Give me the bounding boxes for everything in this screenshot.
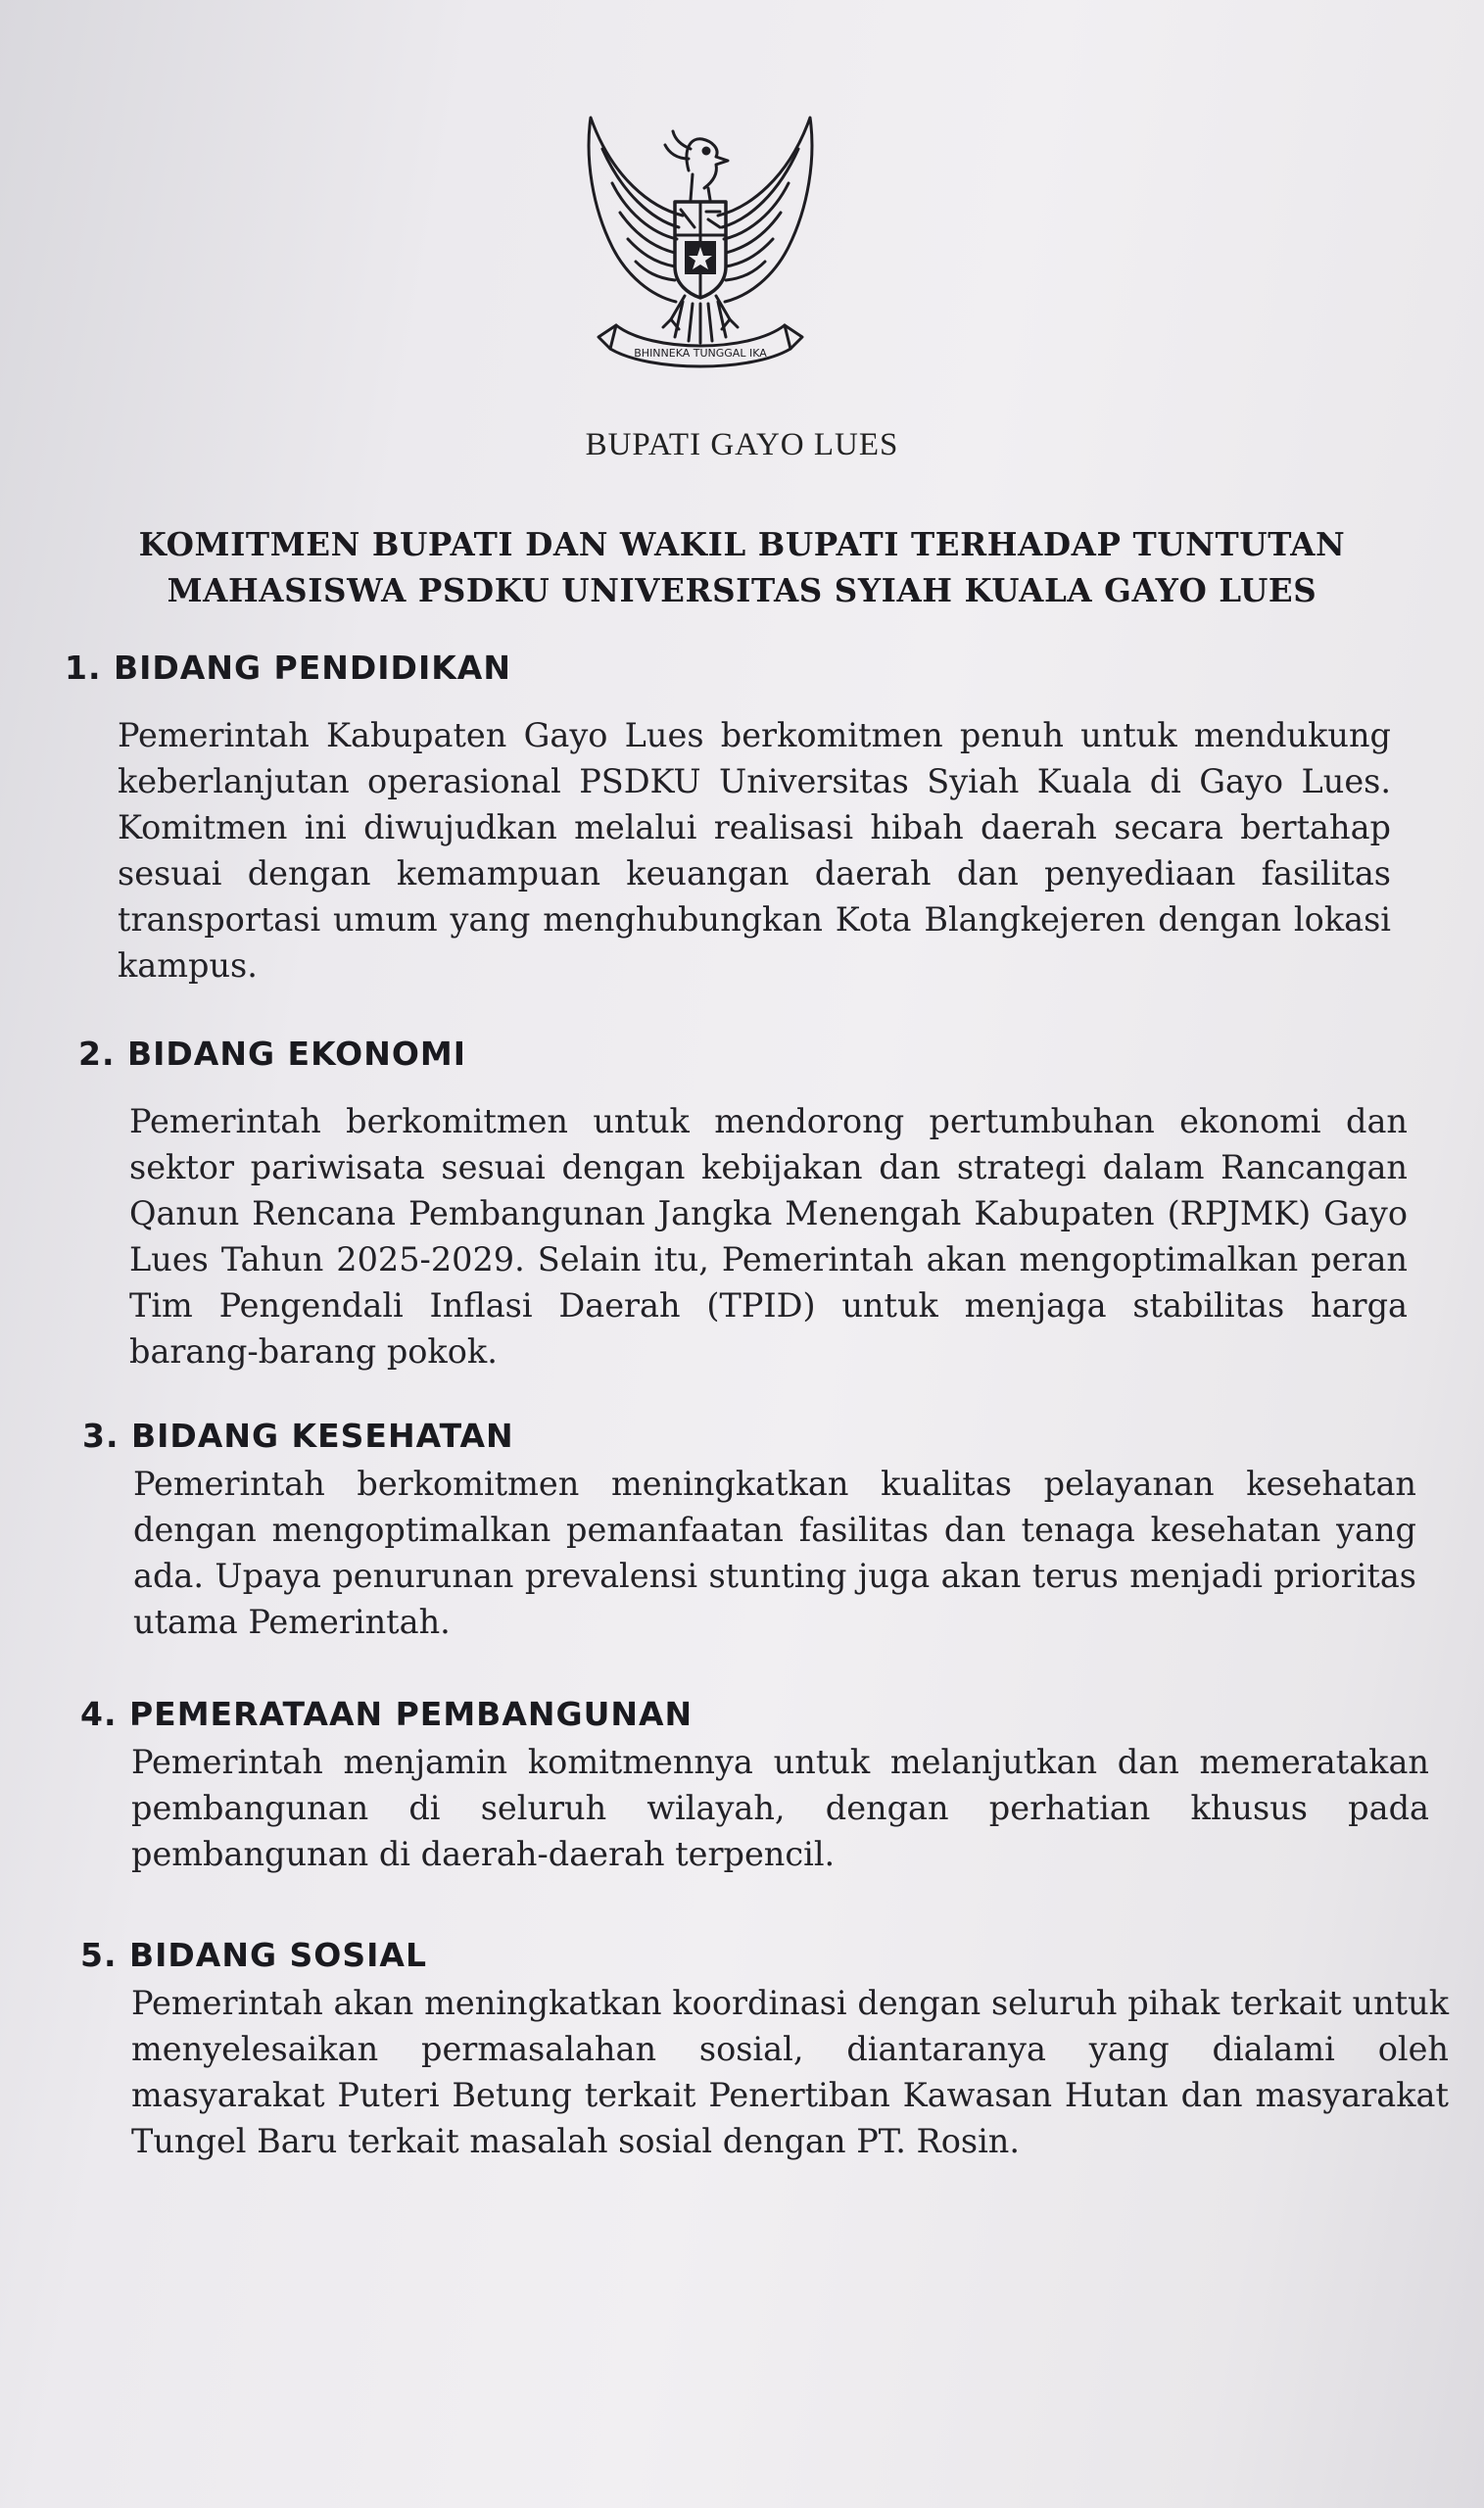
section-body: Pemerintah menjamin komitmennya untuk melanjutkan dan memeratakan pembangunan di seluruh wilayah, dengan perhatian khusus pada pembangunan di daerah-daerah terpencil.	[131, 1743, 1429, 1873]
document-title	[39, 521, 1445, 613]
section-pemerataan-pembangunan	[80, 1695, 1432, 1877]
section-heading: 4. PEMERATAAN PEMBANGUNAN	[80, 1695, 694, 1733]
section-heading: 5. BIDANG SOSIAL	[80, 1936, 427, 1974]
section-body: Pemerintah berkomitmen untuk mendorong pertumbuhan ekonomi dan sektor pariwisata sesuai dengan kebijakan dan strategi dalam Rancangan Qanun Rencana Pembangunan Jangka Menengah Kabupaten (RPJMK) Gayo Lues Tahun 2025-2029. Selain itu, Pemerintah akan mengoptimalkan peran Tim Pengendali Inflasi Daerah (TPID) untuk menjaga stabilitas harga barang-barang pokok.	[129, 1102, 1408, 1371]
section-sosial	[80, 1936, 1452, 2164]
svg-text:BHINNEKA TUNGGAL IKA: BHINNEKA TUNGGAL IKA	[634, 347, 767, 360]
section-body: Pemerintah akan meningkatkan koordinasi dengan seluruh pihak terkait untuk menyelesaikan permasalahan sosial, diantaranya yang dialami oleh masyarakat Puteri Betung terkait Penertiban Kawasan Hutan dan masyarakat Tungel Baru terkait masalah sosial dengan PT. Rosin.	[131, 1984, 1449, 2160]
section-heading: 3. BIDANG KESEHATAN	[82, 1417, 514, 1455]
document-title-line-1: KOMITMEN BUPATI DAN WAKIL BUPATI TERHADAP TUNTUTAN	[138, 525, 1346, 563]
document-title-line-2: MAHASISWA PSDKU UNIVERSITAS SYIAH KUALA GAYO LUES	[167, 571, 1317, 609]
section-kesehatan	[82, 1417, 1424, 1645]
section-body: Pemerintah berkomitmen meningkatkan kualitas pelayanan kesehatan dengan mengoptimalkan pemanfaatan fasilitas dan tenaga kesehatan yang ada. Upaya penurunan prevalensi stunting juga akan terus menjadi prioritas utama Pemerintah.	[133, 1465, 1416, 1641]
section-heading: 2. BIDANG EKONOMI	[78, 1035, 467, 1073]
section-body: Pemerintah Kabupaten Gayo Lues berkomitmen penuh untuk mendukung keberlanjutan operasional PSDKU Universitas Syiah Kuala di Gayo Lues. Komitmen ini diwujudkan melalui realisasi hibah daerah secara bertahap sesuai dengan kemampuan keuangan daerah dan penyediaan fasilitas transportasi umum yang menghubungkan Kota Blangkejeren dengan lokasi kampus.	[118, 716, 1391, 985]
section-heading: 1. BIDANG PENDIDIKAN	[65, 649, 511, 687]
section-ekonomi	[78, 1035, 1411, 1375]
garuda-emblem-icon	[573, 110, 828, 390]
section-pendidikan	[65, 649, 1397, 989]
issuing-authority: BUPATI GAYO LUES	[585, 427, 899, 462]
